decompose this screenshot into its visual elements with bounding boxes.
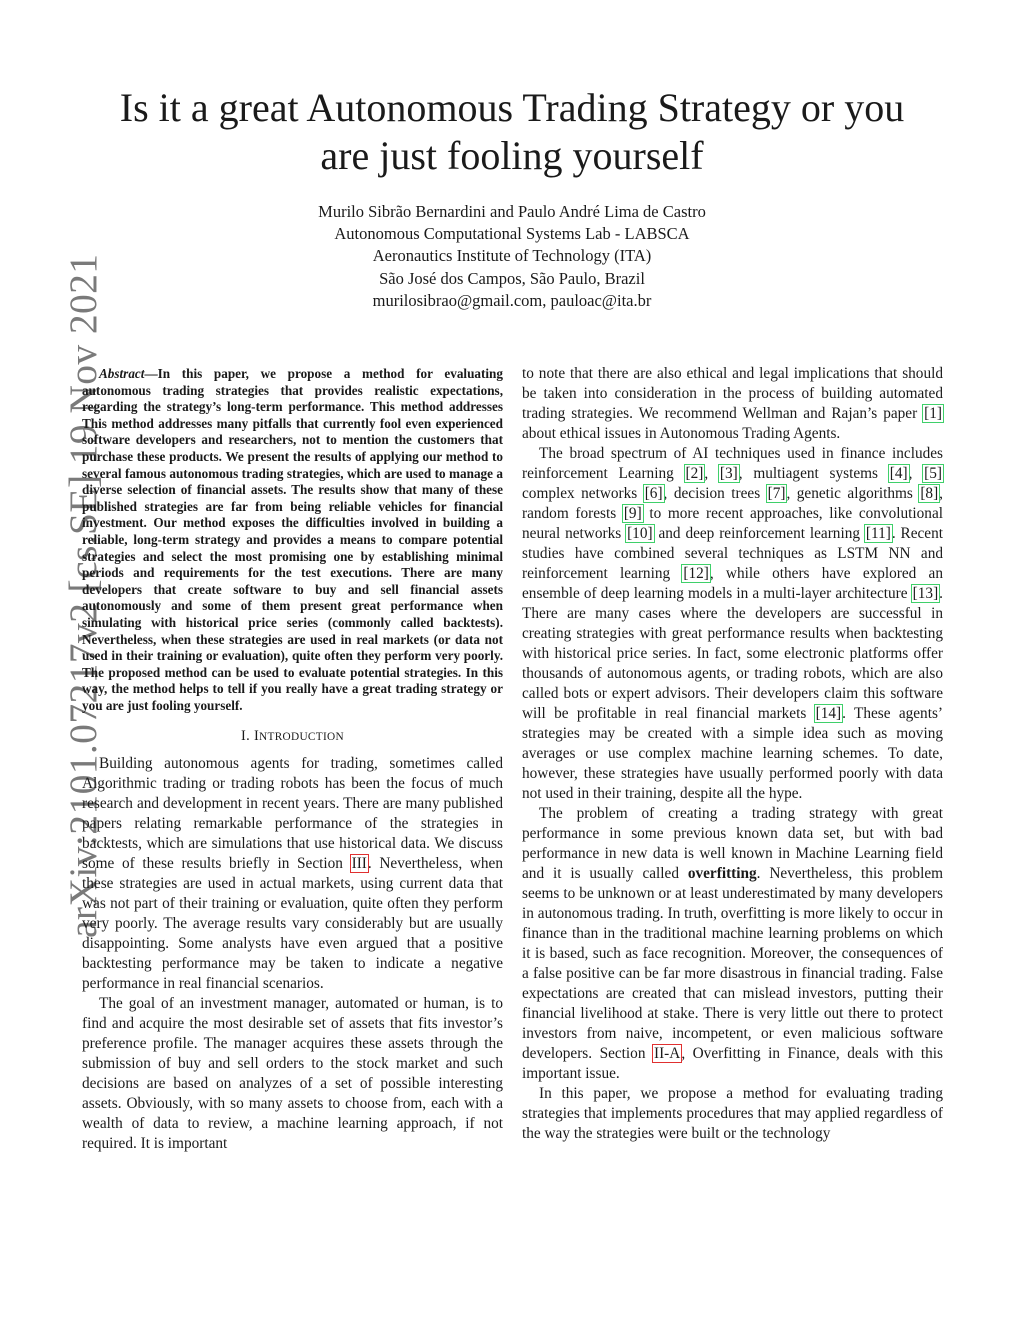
right-paragraph-1 [522,364,943,444]
citation-3[interactable]: [3] [719,465,738,482]
arxiv-identifier: arXiv:2101.07217v2 [cs.SE] 19 Nov 2021 [61,253,105,938]
section-rest: NTRODUCTION [259,731,344,744]
abstract-text: In this paper, we propose a method for evaluating autonomous trading strategies that provides realistic expectations, regarding the strategy’s long-term performance. This method addresses This method addresses many pitfalls that currently fool even experienced software developers and researchers, not to mention the customers that purchase these products. We present the results of applying our method to several famous autonomous trading strategies, which are used to manage a diverse selection of financial assets. The results show that many of these published strategies are far from being reliable vehicles for financial investment. Our method exposes the difficulties involved in building a reliable, long-term strategy and provides a means to compare potential strategies and select the most promising one by establishing minimal periods and requirements for the test executions. There are many developers that create software to buy and sell financial assets autonomously and some of them present great performance when simulating with historical price series (commonly called backtests). Nevertheless, when these strategies are used in real markets (or data not used in their training or evaluation), quite often they perform very poorly. The proposed method can be used to evaluate potential strategies. In this way, the method helps to tell if you really have a great trading strategy or you are just fooling yourself. [82,366,503,713]
rp2-t11: , while others have explored an ensemble of deep learning models in a multi-layer architecture [522,565,943,602]
citation-9[interactable]: [9] [623,505,642,522]
author-emails: murilosibrao@gmail.com, pauloac@ita.br [372,290,652,310]
citation-12[interactable]: [12] [683,565,709,582]
rp2-t8: to more recent approaches, like convolutional neural networks [522,505,943,542]
intro-p1-text-a: Building autonomous agents for trading, sometimes called Algorithmic trading or trading robots has been the focus of much research and development in recent years. There are many published papers relating remarkable performance of the strategies in backtests, which are simulations that use historical data. We discuss some of these results briefly in Section [82,755,503,873]
citation-2[interactable]: [2] [685,465,704,482]
section-numeral: I. [241,728,251,745]
abstract-dash: — [144,366,158,381]
right-p1-text-a: to note that there are also ethical and legal implications that should be taken into consideration in the process of building automated trading strategies. We recommend Wellman and Rajan’s paper [522,365,943,422]
rp3-text-b: . Nevertheless, this problem seems to be unknown or at least underestimated by many developers in autonomous trading. In truth, overfitting is more likely to occur in finance than in the traditional machine learning problems on which it is based, such as face recognition. Moreover, the consequences of a false positive can be far more disastrous in financial trading. False expectations are created that can mislead investors, putting their financial livelihood at stake. There is very little out there to protect investors from naive, incompetent, or even malicious software developers. Section [522,865,944,1062]
rp2-t3: , [908,465,924,482]
rp2-t10: . Recent studies have combined several techniques as LSTM NN and reinforcement learning [522,525,943,582]
right-column [522,364,943,1144]
rp2-t0: The broad spectrum of AI techniques used in finance includes reinforcement Learning [522,445,943,482]
title-line-2: are just fooling yourself [320,133,704,178]
rp3-text-a: The problem of creating a trading strategy with great performance in some previous known data set, but with bad performance in new data is well known in Machine Learning field and it is usually called [522,805,943,882]
intro-paragraph-2: The goal of an investment manager, automated or human, is to find and acquire the most desirable set of assets that fits investor’s preference profile. The manager acquires these assets through the submission of buy and sell orders to the stock market and such decisions are based on analyzes of a set of possible interesting assets. Obviously, with so many assets to choose from, each with a wealth of data to review, a machine learning approach, if not required. It is important [82,995,503,1153]
author-names: Murilo Sibrão Bernardini and Paulo André Lima de Castro [318,202,706,221]
abstract-label: Abstract [99,366,145,381]
title-line-1: Is it a great Autonomous Trading Strategy or you [119,85,905,130]
rp3-text-c: , Overfitting in Finance, deals with this important issue. [522,1045,943,1082]
citation-1[interactable]: [1] [924,405,942,422]
citation-14[interactable]: [14] [815,705,842,722]
right-p1-text-b: about ethical issues in Autonomous Trading Agents. [522,425,841,442]
abstract [82,366,503,714]
rp2-t5: , decision trees [663,485,767,502]
author-lab: Autonomous Computational Systems Lab - LABSCA [334,224,690,244]
rp2-t13: . These agents’ strategies may be created with a simple idea such as moving averages or use complex machine learning schemes. To date, however, these strategies have usually performed poorly with data not used in their training, despite all the hype. [522,705,943,802]
rp2-t2: , multiagent systems [738,465,889,482]
section-link-II-A[interactable]: II-A [653,1045,681,1062]
citation-11[interactable]: [11] [865,525,891,542]
citation-6[interactable]: [6] [644,485,663,502]
author-location: São José dos Campos, São Paulo, Brazil [379,268,645,288]
rp2-t9: and deep reinforcement learning [653,525,865,542]
arxiv-sidebar [8,253,105,940]
rp2-t12: . There are many cases where the developers are successful in creating strategies with great performance results when backtesting with historical price series. In fact, some electronic platforms offer thousands of autonomous agents, or trading robots, which are also called bots or expert advisors. Their developers claim this software will be profitable in real financial markets [522,585,943,722]
author-block [200,201,824,312]
section-link-III[interactable]: III [351,855,367,873]
right-paragraph-4: In this paper, we propose a method for evaluating trading strategies that implements procedures that may applied regardless of the way the strategies were built or the technology [522,1085,943,1142]
left-column [82,366,503,1154]
right-paragraph-3 [522,804,943,1084]
right-paragraph-2 [522,444,943,804]
intro-paragraph-1 [82,754,503,994]
citation-13[interactable]: [13] [912,585,939,602]
rp2-t4: complex networks [522,485,644,502]
paper-title [70,84,954,180]
citation-5[interactable]: [5] [924,465,942,482]
section-heading-introduction [82,726,503,747]
citation-7[interactable]: [7] [767,485,786,502]
citation-10[interactable]: [10] [627,525,653,542]
rp2-t6: , genetic algorithms [786,485,920,502]
citation-4[interactable]: [4] [889,465,908,482]
author-institute: Aeronautics Institute of Technology (ITA) [372,246,652,266]
rp2-t7: , random forests [522,485,943,522]
citation-8[interactable]: [8] [920,485,939,502]
rp2-t1: , [704,465,719,482]
keyword-overfitting: overfitting [687,865,757,882]
section-first-letter: I [253,728,260,745]
intro-p1-text-b: . Nevertheless, when these strategies are used in actual markets, using current data that was not part of their training or evaluation, quite often they perform very poorly. The average results vary considerably but are usually disappointing. Some analysts have even argued that a positive backtesting performance may be taken to indicate a negative performance in real financial scenarios. [82,855,503,993]
